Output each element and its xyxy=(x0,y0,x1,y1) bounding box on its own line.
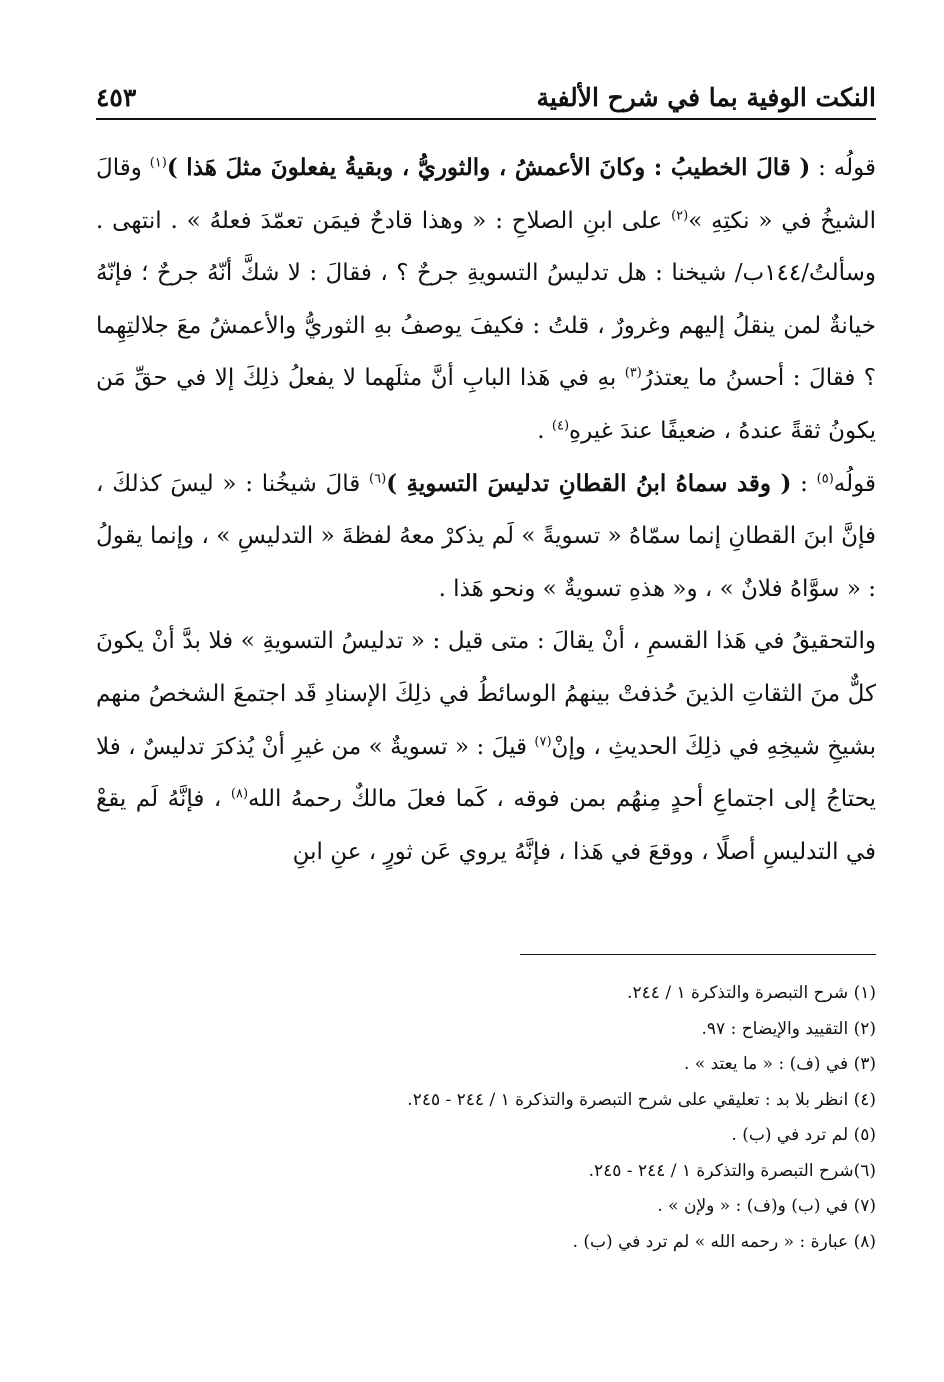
text-run: على ابنِ الصلاحِ : « وهذا قادحٌ فيمَن تعمّدَ فعلهُ » . انتهى . وسألتُ/١٤٤ب/ شيخنا : هل تدليسُ التسويةِ جرحٌ ؟ ، فقالَ : لا شكَّ أنّهُ جرحٌ ؛ فإنّهُ خيانةٌ لمن ينقلُ إليهم وغرورٌ ، قلتُ : فكيفَ يوصفُ بهِ الثوريُّ والأعمشُ معَ جلالتِهِما ؟ فقالَ : أحسنُ ما يعتذرُ xyxy=(96,207,876,392)
footnote-marker: (٨) xyxy=(230,786,249,802)
text-run: قولُه : xyxy=(810,155,876,181)
running-title: النكت الوفية بما في شرح الألفية xyxy=(536,83,876,112)
paragraph xyxy=(96,142,876,458)
footnote: (٥) لم ترد في (ب) . xyxy=(731,1125,876,1145)
text-run: . xyxy=(537,417,552,444)
footnote-marker: (٧) xyxy=(534,733,552,749)
footnote: (٧) في (ب) و(ف) : « ولإن » . xyxy=(657,1196,876,1216)
footnote-marker: (٥) xyxy=(816,470,834,486)
text-run: قيلَ : « تسويةٌ » من غيرِ أنْ يُذكرَ تدليسٌ ، فلا يحتاجُ إلى اجتماعِ أحدٍ مِنهُم بمن فوقه ، كَما فعلَ مالكٌ رحمهُ الله xyxy=(96,733,876,813)
footnote-rule xyxy=(520,954,876,955)
main-text xyxy=(96,142,876,878)
footnote: (٨) عبارة : « رحمه الله » لم ترد في (ب) . xyxy=(572,1231,876,1252)
footnote: (٦)شرح التبصرة والتذكرة ١ / ٢٤٤ - ٢٤٥. xyxy=(588,1160,876,1181)
paragraph xyxy=(96,458,876,616)
footnote-marker: (٣) xyxy=(624,365,642,381)
footnote: (٣) في (ف) : « ما يعتد » . xyxy=(683,1054,876,1074)
footnote: (٢) التقييد والإيضاح : ٩٧. xyxy=(701,1018,876,1039)
quoted-lemma: ( وقد سماهُ ابنُ القطانِ تدليسَ التسويةِ ) xyxy=(386,469,792,497)
text-run: قولُه xyxy=(833,470,876,497)
page-number: ٤٥٣ xyxy=(96,83,137,112)
header-rule xyxy=(96,118,876,120)
text-run: قالَ شيخُنا : « ليسَ كذلكَ ، فإنَّ ابنَ القطانِ إنما سمّاهُ « تسويةً » لَم يذكرْ معهُ لفظةَ « التدليسِ » ، وإنما يقولُ : « سوَّاهُ فلانٌ » ، و« هذهِ تسويةٌ » ونحو هَذا . xyxy=(96,470,876,602)
footnote-marker: (٦) xyxy=(369,470,387,486)
footnote: (٤) انظر بلا بد : تعليقي على شرح التبصرة والتذكرة ١ / ٢٤٤ - ٢٤٥. xyxy=(407,1089,876,1110)
running-header xyxy=(96,62,876,112)
quoted-lemma: ( قالَ الخطيبُ : وكانَ الأعمشُ ، والثوريُّ ، وبقيةُ يفعلونَ مثلَ هَذا ) xyxy=(166,154,811,181)
footnote-marker: (١) xyxy=(149,155,167,171)
paragraph xyxy=(96,615,876,878)
footnote-marker: (٢) xyxy=(671,207,689,223)
text-run: وقالَ الشيخُ في « نكتِهِ » xyxy=(96,155,876,234)
text-run: : xyxy=(791,470,817,497)
text-run: بهِ في هَذا البابِ أنَّ مثلَهما لا يفعلُ ذلِكَ إلا في حقِّ مَن يكونُ ثقةً عندهُ ، ضعيفًا عندَ غيرهِ xyxy=(96,365,876,444)
text-run: والتحقيقُ في هَذا القسمِ ، أنْ يقالَ : متى قيل : « تدليسُ التسويةِ » فلا بدَّ أنْ يكونَ كلٌّ منَ الثقاتِ الذينَ حُذفتْ بينهمُ الوسائطُ في ذلِكَ الإسنادِ قَد اجتمعَ الشخصُ منهم بشيخِ شيخِهِ في ذلِكَ الحديثِ ، وإنْ xyxy=(96,628,876,760)
footnote-marker: (٤) xyxy=(551,418,570,434)
text-run: ، فإنَّهُ لَم يقعْ في التدليسِ أصلًا ، ووقعَ في هَذا ، فإنَّهُ يروي عَن ثورٍ ، عنِ ابنِ xyxy=(96,786,876,865)
footnote: (١) شرح التبصرة والتذكرة ١ / ٢٤٤. xyxy=(627,983,876,1003)
footnotes xyxy=(96,976,876,1260)
